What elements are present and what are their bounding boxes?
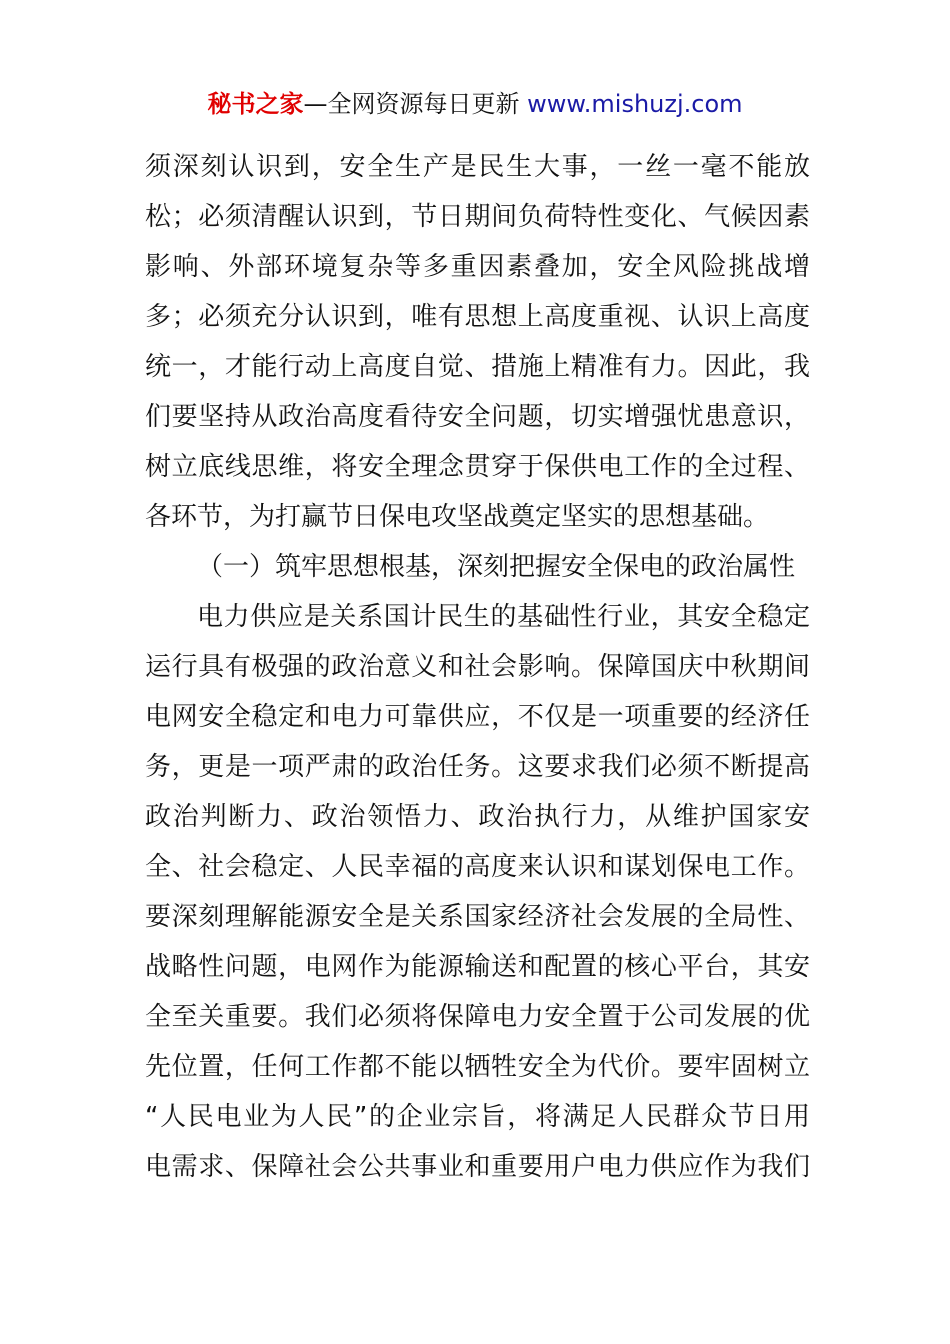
text-line: 全至关重要。我们必须将保障电力安全置于公司发展的优 (145, 1002, 810, 1032)
text-line: 须深刻认识到，安全生产是民生大事，一丝一毫不能放 (145, 152, 810, 182)
document-body (145, 142, 810, 1192)
text-line: 树立底线思维，将安全理念贯穿于保供电工作的全过程、 (145, 452, 810, 482)
text-line: “人民电业为人民”的企业宗旨，将满足人民群众节日用 (145, 1102, 810, 1132)
text-line: 各环节，为打赢节日保电攻坚战奠定坚实的思想基础。 (145, 502, 770, 532)
brand-name: 秘书之家 (207, 90, 304, 118)
text-line: 全、社会稳定、人民幸福的高度来认识和谋划保电工作。 (145, 852, 810, 882)
page-header (0, 88, 950, 120)
site-url-link[interactable]: www.mishuzj.com (527, 90, 743, 118)
text-line: 运行具有极强的政治意义和社会影响。保障国庆中秋期间 (145, 652, 810, 682)
text-line: 统一，才能行动上高度自觉、措施上精准有力。因此，我 (145, 352, 810, 382)
header-tagline: —全网资源每日更新 (303, 90, 520, 118)
text-line: 电力供应是关系国计民生的基础性行业，其安全稳定 (197, 602, 810, 632)
text-line: 松；必须清醒认识到，节日期间负荷特性变化、气候因素 (145, 202, 810, 232)
text-line: 战略性问题，电网作为能源输送和配置的核心平台，其安 (145, 952, 810, 982)
text-line: 要深刻理解能源安全是关系国家经济社会发展的全局性、 (145, 902, 810, 932)
text-line: 电需求、保障社会公共事业和重要用户电力供应作为我们 (145, 1152, 810, 1182)
text-line: 多；必须充分认识到，唯有思想上高度重视、认识上高度 (145, 302, 810, 332)
text-line: 们要坚持从政治高度看待安全问题，切实增强忧患意识， (145, 402, 810, 432)
text-line: 电网安全稳定和电力可靠供应，不仅是一项重要的经济任 (145, 702, 810, 732)
text-line: 政治判断力、政治领悟力、政治执行力，从维护国家安 (145, 802, 810, 832)
text-line: 先位置，任何工作都不能以牺牲安全为代价。要牢固树立 (145, 1052, 810, 1082)
text-line: 务，更是一项严肃的政治任务。这要求我们必须不断提高 (145, 752, 810, 782)
text-line: 影响、外部环境复杂等多重因素叠加，安全风险挑战增 (145, 252, 810, 282)
section-heading: （一）筑牢思想根基，深刻把握安全保电的政治属性 (197, 552, 796, 582)
